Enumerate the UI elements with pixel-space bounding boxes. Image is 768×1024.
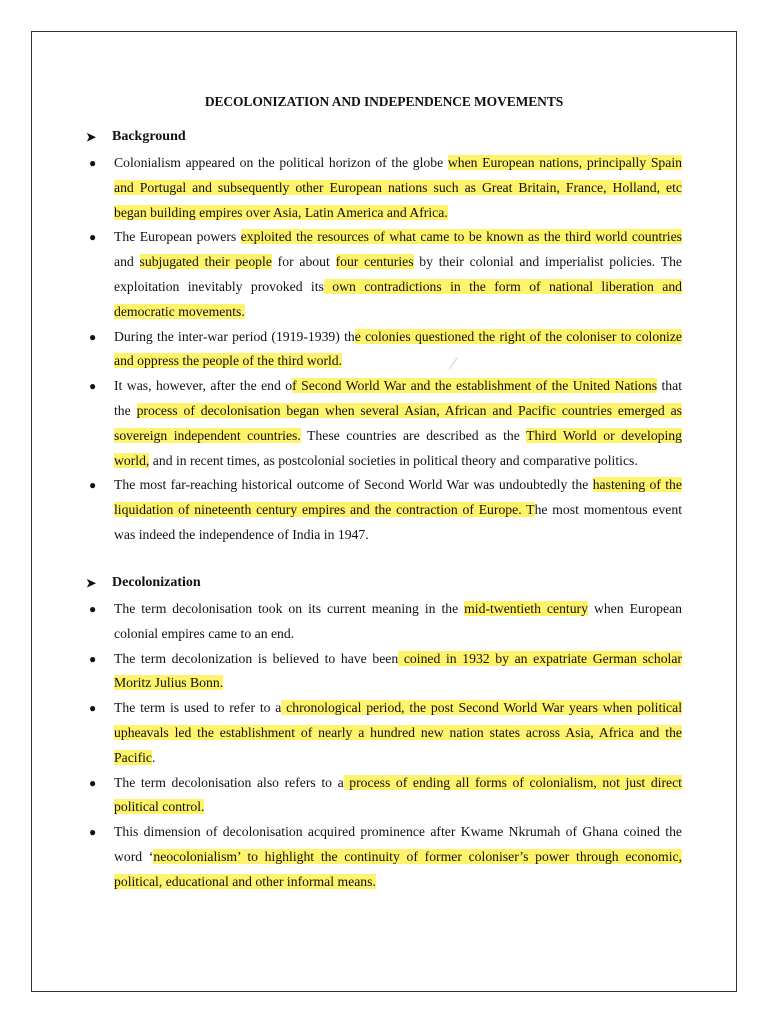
highlighted-text: own contradictions in the form of national liberation and democratic movements. [114,278,683,319]
body-text: and [114,254,140,270]
body-text: when European colonial empires came to an end. [114,601,683,641]
section-background-bullets [86,151,682,548]
highlighted-text: Third World or developing world, [114,427,682,468]
highlighted-text: process of decolonisation began when several Asian, African and Pacific countries emerged as sovereign independent countries. [114,402,682,443]
highlighted-text: chronological period, the post Second World War years when political upheavals led the establishment of nearly a hundred new nation states across Asia, Africa and the Pacific [114,700,683,765]
bullet-dot-icon: ● [89,775,97,790]
body-text: Colonialism appeared on the political horizon of the globe [114,155,448,170]
bullet-item [86,647,682,697]
bullet-dot-icon: ● [89,329,97,344]
highlighted-text: exploited the resources of what came to be known as the third world countries [240,229,682,245]
bullet-dot-icon: ● [89,825,97,840]
bullet-item [86,820,682,894]
bullet-item [86,597,682,647]
highlighted-text: f Second World War and the establishment of the United Nations [292,378,658,394]
highlighted-text: when European nations, principally Spain and Portugal and subsequently other European nations such as Great Britain, France, Holland, etc began building empires over Asia, Latin America and Africa. [114,155,682,220]
highlighted-text: four centuries [335,254,414,270]
body-text: and in recent times, as postcolonial societies in political theory and comparative politics. [149,452,638,468]
body-text: by their colonial and imperialist policies. The exploitation inevitably provoked its [114,254,683,294]
bullet-dot-icon: ● [89,379,97,394]
bullet-dot-icon: ● [89,478,97,493]
bullet-item [86,374,682,473]
section-decolonization-bullets [86,597,682,895]
body-text: that the [114,378,683,418]
document-page [31,31,737,992]
body-text: The term decolonization is believed to have been [114,650,399,666]
bullet-dot-icon: ● [89,156,97,170]
section-heading-background [86,129,186,145]
document-title: DECOLONIZATION AND INDEPENDENCE MOVEMENTS [204,94,564,109]
body-text: The term decolonisation took on its current meaning in the [114,601,465,616]
bullet-dot-icon: ● [89,230,97,245]
body-text: These countries are described as the [300,427,527,443]
body-text: The European powers [114,229,241,245]
body-text: The most far-reaching historical outcome of Second World War was undoubtedly the [114,477,593,493]
body-text: he most momentous event was indeed the independence of India in 1947. [114,502,682,542]
bullet-item [86,771,682,821]
highlighted-text: hastening of the liquidation of nineteenth century empires and the contraction of Europe. T [114,477,682,518]
body-text: for about [271,254,336,270]
bullet-dot-icon: ● [89,651,97,666]
body-text: The term decolonisation also refers to a [114,774,344,790]
bullet-dot-icon: ● [89,701,97,716]
highlighted-text: e colonies questioned the right of the coloniser to colonize and oppress the people of the third world. [114,328,682,369]
highlighted-text: subjugated their people [139,254,272,270]
bullet-item [86,325,682,375]
section-heading-text: Background [112,129,186,144]
highlighted-text: coined in 1932 by an expatriate German scholar Moritz Julius Bonn. [114,650,682,691]
body-text: During the inter-war period (1919-1939) th [114,328,355,344]
body-text: The term is used to refer to a [114,700,282,716]
arrow-bullet-icon: ➤ [86,575,97,590]
bullet-item [86,696,682,770]
section-heading-decolonization [86,575,201,591]
bullet-item [86,225,682,324]
body-text: . [152,749,156,765]
highlighted-text: process of ending all forms of colonialism, not just direct political control. [114,774,682,815]
bullet-item [86,151,682,225]
arrow-bullet-icon: ➤ [86,129,97,144]
body-text: This dimension of decolonisation acquired prominence after Kwame Nkrumah of Ghana coined the word ‘ [114,824,682,864]
bullet-item [86,473,682,547]
section-heading-text: Decolonization [112,575,201,590]
highlighted-text: neocolonialism’ to highlight the continuity of former coloniser’s power through economic, political, educational and other informal means. [114,848,682,889]
highlighted-text: mid-twentieth century [464,601,588,616]
body-text: It was, however, after the end o [114,378,293,394]
bullet-dot-icon: ● [89,602,97,616]
